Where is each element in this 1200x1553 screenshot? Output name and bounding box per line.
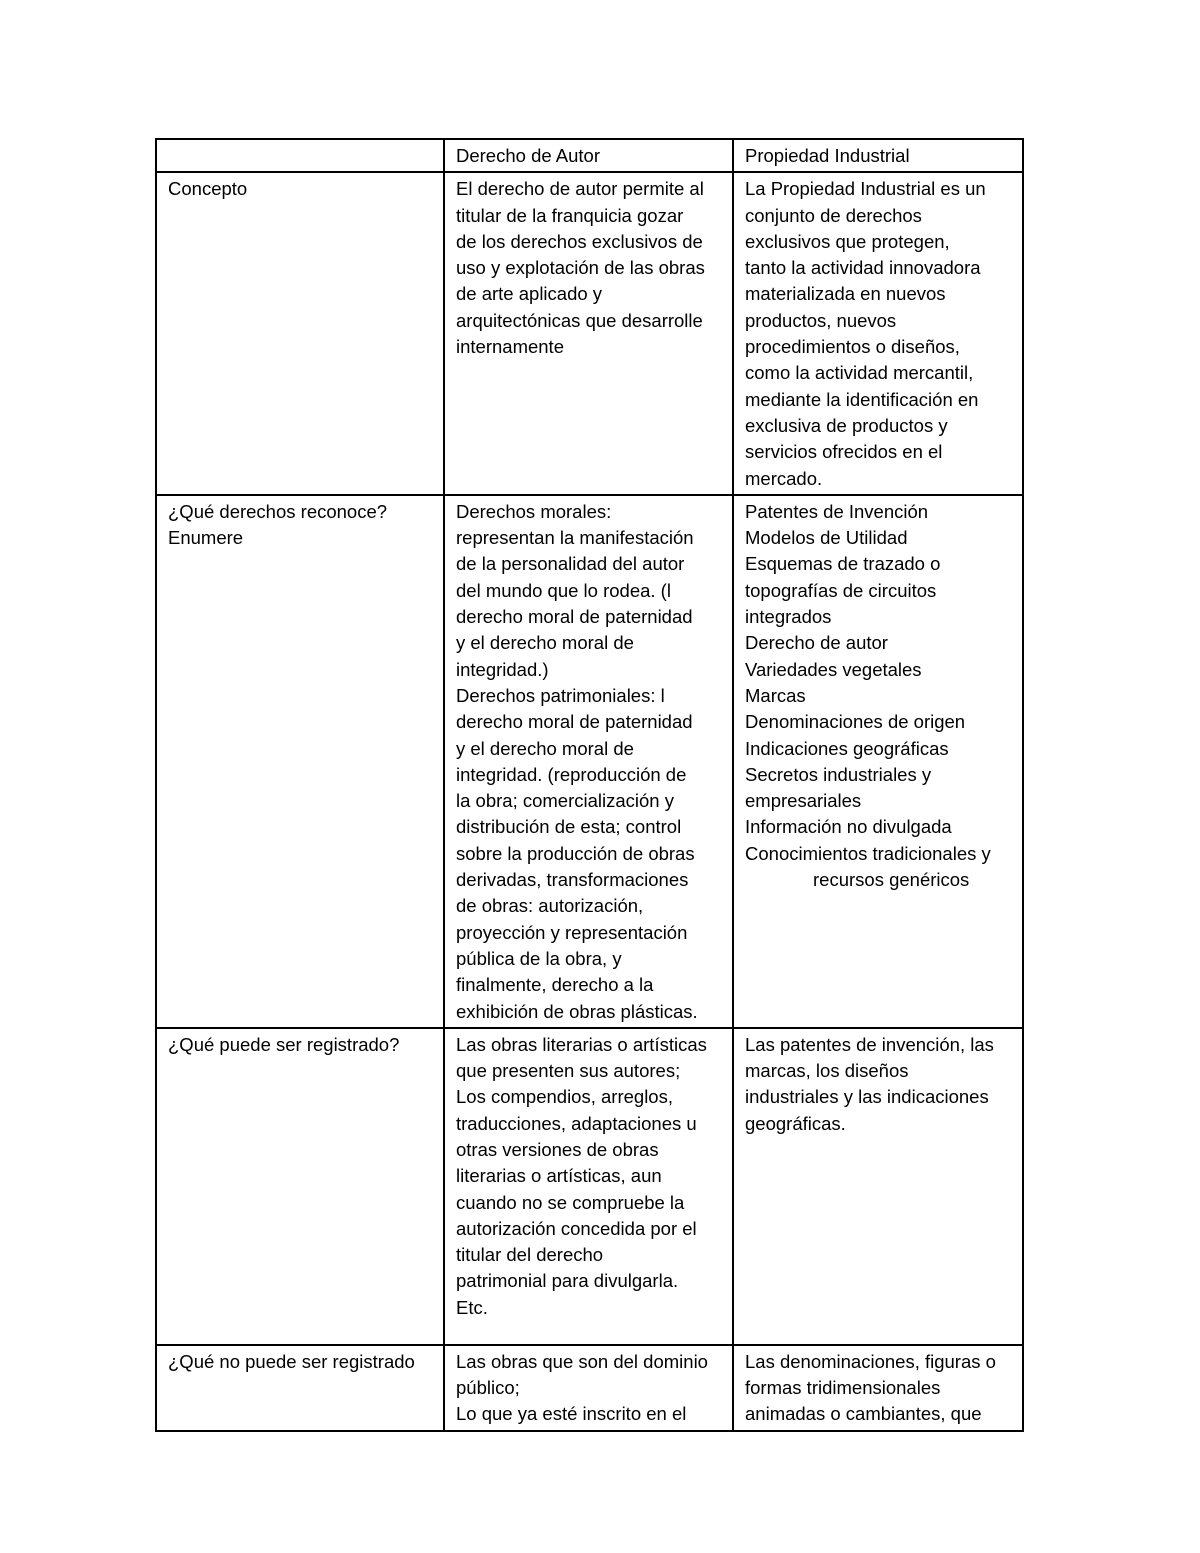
cell-line: Modelos de Utilidad xyxy=(745,527,908,549)
industrial-cell xyxy=(733,172,1023,495)
cell-line: de arte aplicado y xyxy=(456,283,603,305)
cell-line: geográficas. xyxy=(745,1112,846,1134)
cell-line: Patentes de Invención xyxy=(745,500,929,522)
cell-line: derecho moral de paternidad xyxy=(456,606,693,628)
cell-line: derecho moral de paternidad xyxy=(456,711,693,733)
row-label-line: ¿Qué derechos reconoce? xyxy=(168,500,388,522)
autor-cell xyxy=(444,172,733,495)
autor-cell xyxy=(444,1028,733,1345)
cell-line: conjunto de derechos xyxy=(745,204,922,226)
cell-line: exclusivos que protegen, xyxy=(745,230,950,252)
cell-line: titular de la franquicia gozar xyxy=(456,204,684,226)
cell-line: marcas, los diseños xyxy=(745,1060,909,1082)
cell-line: industriales y las indicaciones xyxy=(745,1086,989,1108)
table-row-concepto xyxy=(156,172,1023,495)
row-label-line: Concepto xyxy=(168,178,248,200)
cell-line: y el derecho moral de xyxy=(456,632,634,654)
cell-line: traducciones, adaptaciones u xyxy=(456,1112,697,1134)
cell-line: Secretos industriales y xyxy=(745,763,932,785)
cell-line: Las denominaciones, figuras o xyxy=(745,1350,996,1372)
cell-line: empresariales xyxy=(745,790,862,812)
autor-cell xyxy=(444,495,733,1028)
comparison-table xyxy=(155,138,1024,1432)
cell-line: Derechos morales: xyxy=(456,500,612,522)
cell-line: patrimonial para divulgarla. xyxy=(456,1270,679,1292)
cell-line: topografías de circuitos xyxy=(745,579,937,601)
cell-line: Denominaciones de origen xyxy=(745,711,966,733)
cell-line: Los compendios, arreglos, xyxy=(456,1086,673,1108)
header-derecho-autor: Derecho de Autor xyxy=(444,139,733,172)
industrial-list xyxy=(745,499,1012,867)
cell-line: Las obras literarias o artísticas xyxy=(456,1033,707,1055)
cell-line: de los derechos exclusivos de xyxy=(456,230,703,252)
cell-line: La Propiedad Industrial es un xyxy=(745,178,986,200)
cell-line: animadas o cambiantes, que xyxy=(745,1403,982,1425)
industrial-cell xyxy=(733,1028,1023,1345)
header-propiedad-industrial: Propiedad Industrial xyxy=(733,139,1023,172)
table-header-row xyxy=(156,139,1023,172)
cell-line: tanto la actividad innovadora xyxy=(745,257,981,279)
cell-line: y el derecho moral de xyxy=(456,737,634,759)
cell-line: Derechos patrimoniales: l xyxy=(456,684,665,706)
cell-line: integridad.) xyxy=(456,658,549,680)
cell-line: Conocimientos tradicionales y xyxy=(745,842,991,864)
row-label-cell xyxy=(156,1345,444,1431)
cell-line: formas tridimensionales xyxy=(745,1377,941,1399)
cell-line: Derecho de autor xyxy=(745,632,888,654)
header-empty-cell xyxy=(156,139,444,172)
cell-line: finalmente, derecho a la xyxy=(456,974,654,996)
cell-line: la obra; comercialización y xyxy=(456,790,674,812)
cell-line: representan la manifestación xyxy=(456,527,694,549)
cell-line: literarias o artísticas, aun xyxy=(456,1165,662,1187)
cell-line: internamente xyxy=(456,336,564,358)
cell-line: sobre la producción de obras xyxy=(456,842,695,864)
cell-line: público; xyxy=(456,1377,520,1399)
row-label-line: ¿Qué puede ser registrado? xyxy=(168,1033,400,1055)
cell-line: servicios ofrecidos en el xyxy=(745,441,943,463)
table-row-no-registrable xyxy=(156,1345,1023,1431)
cell-line: proyección y representación xyxy=(456,921,688,943)
cell-line: del mundo que lo rodea. (l xyxy=(456,579,671,601)
cell-line: de la personalidad del autor xyxy=(456,553,685,575)
cell-line: pública de la obra, y xyxy=(456,947,622,969)
row-label-cell xyxy=(156,172,444,495)
cell-line: derivadas, transformaciones xyxy=(456,869,689,891)
row-label-cell xyxy=(156,1028,444,1345)
autor-cell xyxy=(444,1345,733,1431)
cell-line: Esquemas de trazado o xyxy=(745,553,941,575)
industrial-cell xyxy=(733,495,1023,1028)
cell-line: materializada en nuevos xyxy=(745,283,946,305)
cell-line: Indicaciones geográficas xyxy=(745,737,949,759)
cell-line: Marcas xyxy=(745,684,806,706)
cell-line: de obras: autorización, xyxy=(456,895,644,917)
cell-line: mercado. xyxy=(745,467,823,489)
cell-line: distribución de esta; control xyxy=(456,816,682,838)
row-label-line: ¿Qué no puede ser registrado xyxy=(168,1350,415,1372)
cell-line: Lo que ya esté inscrito en el xyxy=(456,1403,687,1425)
cell-line: Información no divulgada xyxy=(745,816,952,838)
cell-line: exclusiva de productos y xyxy=(745,414,948,436)
row-label-line: Enumere xyxy=(168,527,244,549)
industrial-cell xyxy=(733,1345,1023,1431)
cell-line: uso y explotación de las obras xyxy=(456,257,705,279)
cell-line: procedimientos o diseños, xyxy=(745,336,960,358)
cell-line: exhibición de obras plásticas. xyxy=(456,1000,698,1022)
cell-line: titular del derecho xyxy=(456,1244,604,1266)
table-row-registrable xyxy=(156,1028,1023,1345)
cell-line: mediante la identificación en xyxy=(745,388,979,410)
cell-line: cuando no se compruebe la xyxy=(456,1191,685,1213)
cell-line: Las patentes de invención, las xyxy=(745,1033,994,1055)
cell-line: productos, nuevos xyxy=(745,309,897,331)
row-label-cell xyxy=(156,495,444,1028)
cell-line: como la actividad mercantil, xyxy=(745,362,974,384)
cell-line: recursos genéricos xyxy=(813,869,970,891)
cell-line: otras versiones de obras xyxy=(456,1138,659,1160)
table-row-derechos xyxy=(156,495,1023,1028)
cell-line: integridad. (reproducción de xyxy=(456,763,687,785)
cell-line: que presenten sus autores; xyxy=(456,1060,681,1082)
cell-line: autorización concedida por el xyxy=(456,1217,697,1239)
cell-line: Variedades vegetales xyxy=(745,658,922,680)
cell-line: integrados xyxy=(745,606,832,628)
cell-line: arquitectónicas que desarrolle xyxy=(456,309,703,331)
cell-line: El derecho de autor permite al xyxy=(456,178,704,200)
cell-line: Etc. xyxy=(456,1296,488,1318)
cell-line: Las obras que son del dominio xyxy=(456,1350,708,1372)
